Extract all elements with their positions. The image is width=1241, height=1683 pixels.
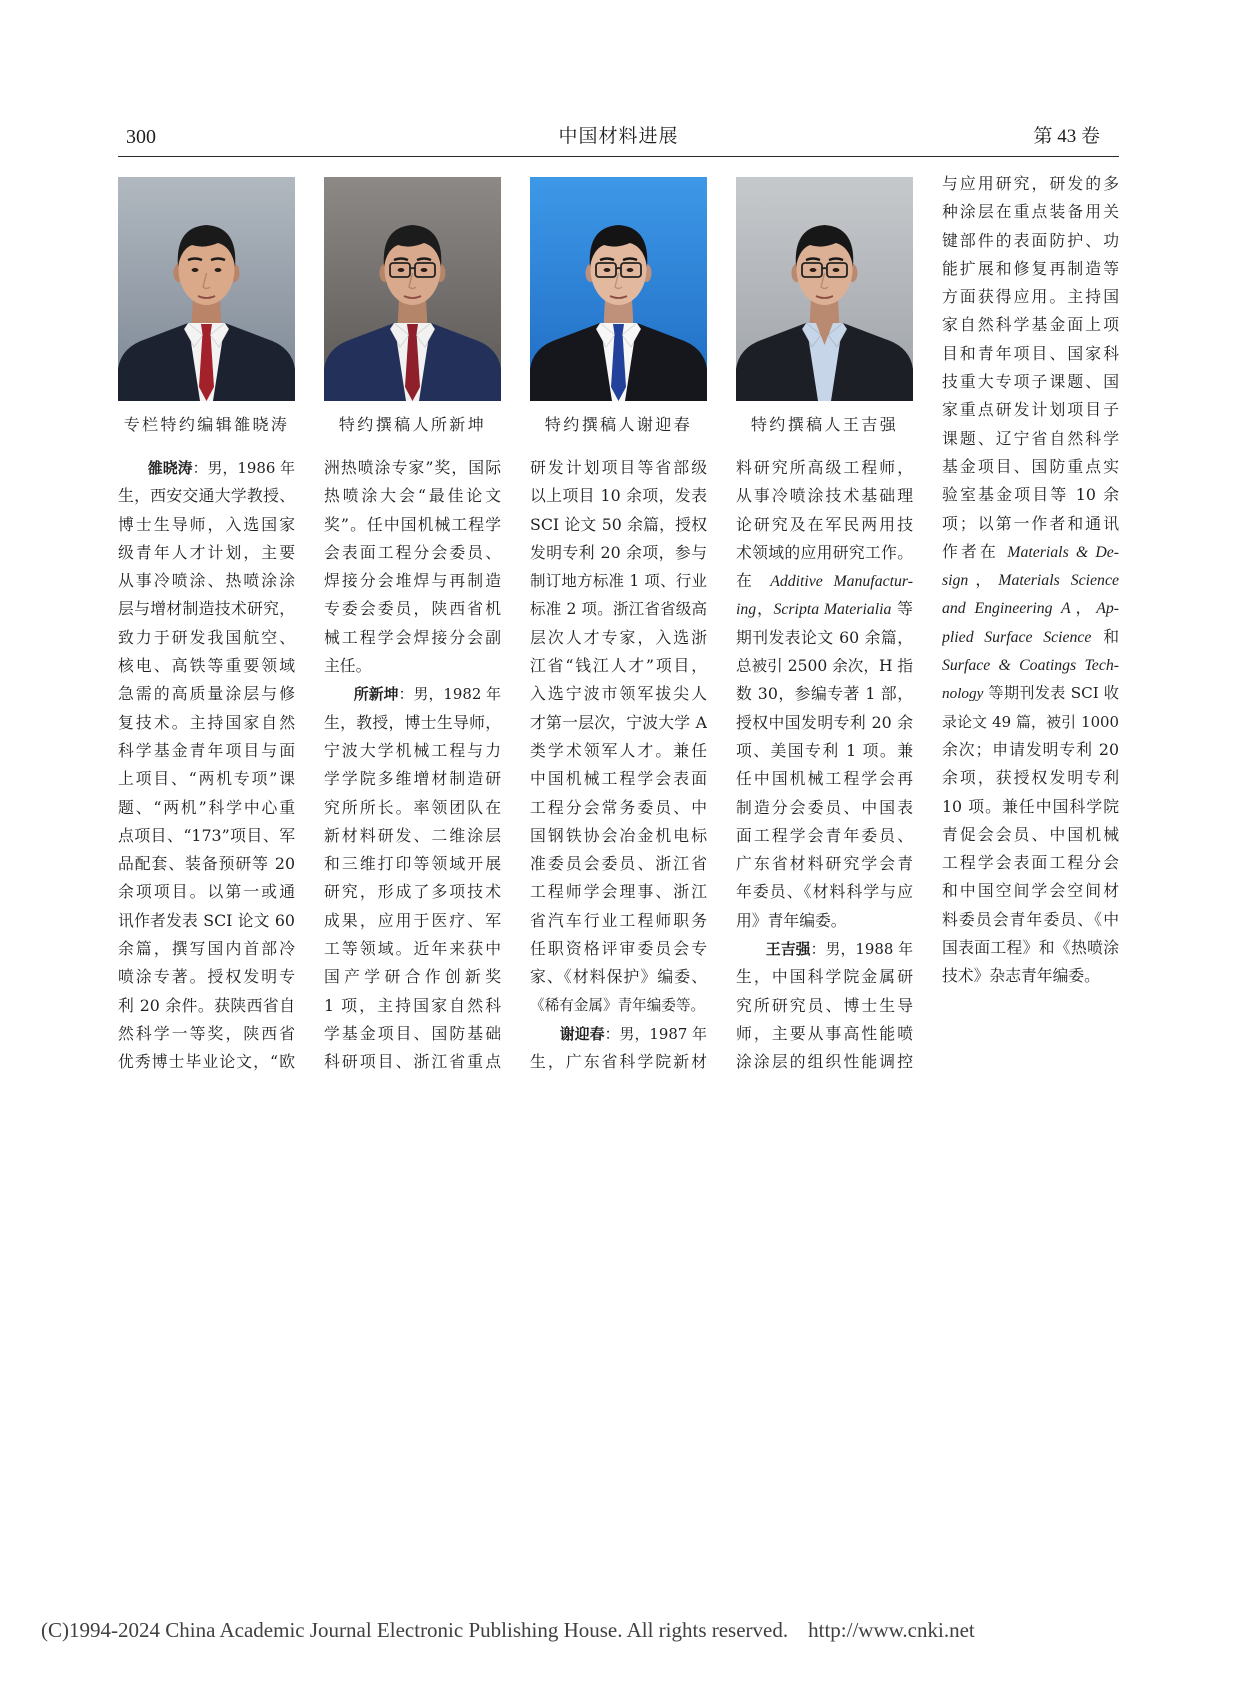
text-line: 和三维打印等领域开展	[324, 854, 501, 874]
text-line: 生，教授，博士生导师，	[324, 712, 501, 732]
text-line: 国产学研合作创新奖	[324, 967, 501, 987]
portrait-eye	[627, 268, 634, 272]
text-line	[942, 623, 1119, 651]
text-line: 然科学一等奖，陕西省	[118, 1023, 295, 1043]
text-line: 任职资格评审委员会专	[530, 939, 707, 959]
text-line: 余项项目。以第一或通	[118, 882, 295, 902]
photo-caption: 特约撰稿人王吉强	[750, 415, 899, 434]
text-line: 才第一层次，宁波大学 A	[530, 712, 707, 732]
text-line: 基金项目、国防重点实	[942, 456, 1119, 476]
portrait-eye	[833, 268, 840, 272]
text-line: 与应用研究，研发的多	[942, 174, 1119, 193]
text-line	[736, 567, 913, 595]
text-line: SCI 论文 50 余篇，授权	[530, 514, 707, 534]
text-line: 广东省材料研究学会青	[736, 854, 913, 874]
text-line: 和中国空间学会空间材	[942, 881, 1119, 901]
journal-name: plied Surface Science	[942, 628, 1092, 646]
text-line	[942, 566, 1119, 594]
text-line: 余篇，撰写国内首部冷	[118, 939, 295, 959]
photo-caption: 专栏特约编辑雒晓涛	[123, 415, 290, 434]
portrait-photo	[530, 177, 707, 401]
portrait-tie-knot	[407, 324, 418, 334]
text-line: 品配套、装备预研等 20	[118, 854, 295, 874]
portrait-tie-knot	[613, 324, 624, 334]
text-line: 技重大专项子课题、国	[942, 372, 1119, 392]
text-line: 生，西安交通大学教授、	[118, 486, 295, 506]
portrait-photo	[736, 177, 913, 401]
text-line: 论研究及在军民两用技	[736, 514, 913, 534]
text-line: 科研项目、浙江省重点	[324, 1052, 501, 1072]
text-run: 和	[1091, 626, 1119, 646]
journal-name: Ap-	[1096, 600, 1119, 618]
text-run: 作者在	[942, 541, 1008, 561]
text-line: 料研究所高级工程师，	[736, 458, 913, 477]
text-line: 发明专利 20 余项，参与	[530, 542, 707, 562]
text-line: 生，中国科学院金属研	[736, 967, 913, 987]
journal-name: Materials & De-	[1007, 543, 1119, 561]
author-name: 雒晓涛	[147, 459, 193, 477]
copyright-text: (C)1994-2024 China Academic Journal Electronic Publishing House. All rights reserved.	[41, 1618, 789, 1642]
text-line: 工程分会常务委员、中	[530, 797, 707, 817]
portrait-eye	[810, 268, 817, 272]
copyright-footer	[41, 1617, 975, 1643]
text-line: 国表面工程》和《热喷涂	[942, 938, 1119, 958]
text-line: 工等领域。近年来获中	[324, 939, 501, 959]
journal-name: and Engineering A	[942, 600, 1071, 618]
journal-name: Additive Manufactur-	[770, 573, 913, 591]
text-line: 验室基金项目等 10 余	[942, 485, 1119, 505]
text-run: ：男，1987 年	[604, 1024, 707, 1043]
text-line: 利 20 余件。获陕西省自	[118, 995, 295, 1015]
journal-name: ing	[736, 601, 757, 619]
text-line: 点项目、“173”项目、军	[118, 825, 295, 845]
text-line: 洲热喷涂专家”奖，国际	[324, 458, 501, 477]
text-line	[736, 935, 913, 963]
text-line: 江省“钱江人才”项目，	[530, 656, 707, 676]
portrait-eye	[421, 268, 428, 272]
text-line: 省汽车行业工程师职务	[530, 910, 707, 930]
page-number: 300	[126, 126, 156, 148]
text-line: 涂涂层的组织性能调控	[736, 1052, 913, 1072]
text-line: 械工程学会焊接分会副	[324, 627, 501, 647]
text-line: 标准 2 项。浙江省省级高	[530, 600, 707, 619]
text-line: 复技术。主持国家自然	[118, 712, 295, 732]
author-name: 所新坤	[353, 685, 399, 704]
text-column	[530, 454, 707, 1077]
text-line: 热喷涂大会“最佳论文	[324, 486, 501, 506]
text-line	[942, 651, 1119, 679]
portrait-eye	[398, 268, 405, 272]
photo-caption: 特约撰稿人谢迎春	[544, 415, 693, 434]
text-line: 层次人才专家，入选浙	[530, 627, 707, 647]
text-line: 奖”。任中国机械工程学	[324, 514, 501, 534]
journal-name: Materials Science	[998, 572, 1119, 590]
text-line: 宁波大学机械工程与力	[324, 740, 501, 760]
text-line: 键部件的表面防护、功	[942, 230, 1119, 250]
text-line: 家、《材料保护》编委、	[530, 967, 707, 987]
text-line: 10 项。兼任中国科学院	[942, 796, 1119, 816]
text-line	[324, 680, 501, 708]
text-run: ，	[968, 570, 999, 590]
text-line: 急需的高质量涂层与修	[118, 684, 295, 704]
portrait-eye	[604, 268, 611, 272]
portrait-eye	[215, 268, 222, 272]
text-run: ：男，1986 年	[192, 459, 295, 477]
text-run: 等期刊发表 SCI 收	[983, 684, 1119, 703]
text-line: 焊接分会堆焊与再制造	[324, 571, 501, 591]
text-line: 从事冷喷涂技术基础理	[736, 486, 913, 506]
text-line: 授权中国发明专利 20 余	[736, 712, 913, 732]
text-line: 究所研究员、博士生导	[736, 995, 913, 1015]
journal-name: sign	[942, 572, 969, 590]
text-line: 师，主要从事高性能喷	[736, 1023, 913, 1043]
text-line: 任中国机械工程学会再	[736, 769, 913, 789]
text-line: 《稀有金属》青年编委等。	[530, 996, 706, 1014]
text-line: 研究，形成了多项技术	[324, 882, 501, 902]
author-name: 王吉强	[765, 940, 811, 959]
text-line: 究所所长。率领团队在	[324, 797, 501, 817]
portrait-photo	[118, 177, 295, 401]
text-line	[736, 595, 913, 623]
text-line: 学基金项目、国防基础	[324, 1023, 501, 1043]
text-line: 料委员会青年委员、《中	[942, 909, 1119, 929]
text-line: 中国机械工程学会表面	[530, 769, 707, 789]
text-line: 科学基金青年项目与面	[118, 740, 295, 760]
text-column	[736, 454, 913, 1077]
text-run: 在	[736, 571, 771, 591]
text-line: 期刊发表论文 60 余篇，	[736, 627, 913, 647]
text-run: ：男，1982 年	[398, 685, 501, 704]
text-line: 学学院多维增材制造研	[324, 769, 501, 789]
text-line: 类学术领军人才。兼任	[530, 740, 707, 760]
journal-name: nology	[942, 685, 984, 703]
text-line: 家重点研发计划项目子	[942, 400, 1119, 420]
text-line: 工程学会表面工程分会	[942, 853, 1119, 873]
text-line	[942, 679, 1119, 707]
text-line: 生，广东省科学院新材	[530, 1052, 707, 1072]
text-line: 准委员会委员、浙江省	[530, 854, 707, 874]
text-line: 青促会会员、中国机械	[942, 824, 1119, 844]
photo-caption: 特约撰稿人所新坤	[338, 415, 487, 434]
text-run: ，	[1070, 598, 1097, 618]
text-column	[324, 454, 501, 1077]
text-line: 家自然科学基金面上项	[942, 315, 1119, 335]
text-line: 以上项目 10 余项，发表	[530, 486, 707, 506]
text-run: ，	[756, 599, 774, 619]
text-line: 从事冷喷涂、热喷涂涂	[118, 571, 295, 591]
author-name: 谢迎春	[559, 1024, 605, 1043]
journal-name: Surface & Coatings Tech-	[942, 657, 1119, 675]
text-line: 国钢铁协会冶金机电标	[530, 825, 707, 845]
text-line	[118, 454, 295, 482]
text-line: 制造分会委员、中国表	[736, 797, 913, 817]
header-divider	[118, 156, 1119, 157]
text-line: 讯作者发表 SCI 论文 60	[118, 910, 295, 930]
portrait-eye	[192, 268, 199, 272]
text-line: 总被引 2500 余次，H 指	[736, 657, 913, 676]
text-line: 用》青年编委。	[736, 910, 847, 930]
text-line: 年委员、《材料科学与应	[736, 882, 913, 902]
text-line: 题、“两机”科学中心重	[118, 797, 295, 817]
text-line: 核电、高铁等重要领域	[118, 656, 295, 676]
text-line: 目和青年项目、国家科	[942, 343, 1119, 363]
text-line: 能扩展和修复再制造等	[942, 258, 1119, 278]
volume-label: 第 43 卷	[1033, 126, 1100, 147]
text-line: 制订地方标准 1 项、行业	[530, 572, 707, 591]
text-line: 余次；申请发明专利 20	[942, 739, 1119, 759]
text-line: 层与增材制造技术研究，	[118, 599, 295, 619]
text-line: 项、美国专利 1 项。兼	[736, 740, 913, 760]
text-line: 新材料研发、二维涂层	[324, 825, 501, 845]
text-line	[942, 594, 1119, 622]
text-column	[118, 454, 295, 1077]
text-line: 入选宁波市领军拔尖人	[530, 684, 707, 704]
text-line: 术领域的应用研究工作。	[736, 542, 913, 562]
text-line: 面工程学会青年委员、	[736, 825, 913, 845]
text-line: 级青年人才计划，主要	[118, 542, 295, 562]
text-line: 研发计划项目等省部级	[530, 458, 707, 477]
portrait-tie-knot	[201, 324, 212, 334]
text-line	[530, 1020, 707, 1048]
text-line: 喷涂专著。授权发明专	[118, 967, 295, 987]
text-line: 博士生导师，入选国家	[118, 514, 295, 534]
text-line: 技术》杂志青年编委。	[942, 966, 1100, 986]
journal-name: Scripta Materialia	[773, 601, 892, 619]
text-run: 等	[891, 599, 913, 619]
text-line: 致力于研发我国航空、	[118, 627, 295, 647]
text-line: 专委会委员，陕西省机	[324, 599, 501, 619]
portrait-photo	[324, 177, 501, 401]
text-line: 1 项，主持国家自然科	[324, 995, 501, 1015]
text-run: ：男，1988 年	[810, 940, 913, 959]
text-line: 成果，应用于医疗、军	[324, 910, 501, 930]
text-line: 优秀博士毕业论文，“欧	[118, 1052, 295, 1072]
text-line: 工程师学会理事、浙江	[530, 882, 707, 902]
text-line: 方面获得应用。主持国	[942, 287, 1119, 307]
text-line: 主任。	[324, 656, 372, 676]
text-line: 会表面工程分会委员、	[324, 542, 501, 562]
text-line: 数 30，参编专著 1 部，	[736, 684, 913, 704]
text-line: 录论文 49 篇，被引 1000	[942, 712, 1119, 731]
text-column	[942, 170, 1119, 991]
text-line	[942, 538, 1119, 566]
footer-url: http://www.cnki.net	[808, 1618, 975, 1642]
text-line: 上项目、“两机专项”课	[118, 769, 295, 789]
text-line: 余项，获授权发明专利	[942, 768, 1119, 788]
text-line: 种涂层在重点装备用关	[942, 202, 1119, 222]
text-line: 项；以第一作者和通讯	[942, 513, 1119, 533]
journal-title: 中国材料进展	[558, 126, 679, 147]
text-line: 课题、辽宁省自然科学	[942, 428, 1119, 448]
